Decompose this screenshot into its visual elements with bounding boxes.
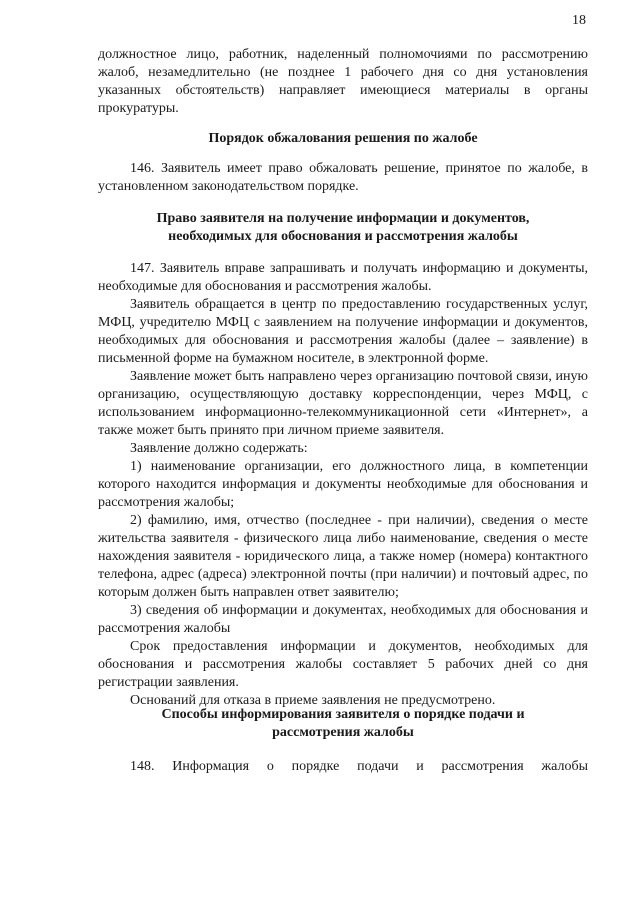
paragraph-term: Срок предоставления информации и документов, необходимых для обоснования и рассмотрения жалобы составляет 5 рабочих дней со дня регистрации заявления. [98,639,588,690]
list-item-1: 1) наименование организации, его должностного лица, в компетенции которого находится информация и документы необходимые для обоснования и рассмотрения жалобы; [98,459,588,510]
appeal-heading: Порядок обжалования решения по жалобе [208,131,478,146]
p146-block [98,160,588,196]
list-item-2: 2) фамилию, имя, отчество (последнее - при наличии), сведения о месте жительства заявителя - физического лица либо наименование, сведения о месте нахождения заявителя - юридического лица, а также номер (номера) контактного телефона, адрес (адреса) электронной почты (при наличии) и почтовый адрес, по которым должен быть направлен ответ заявителю; [98,513,588,600]
paragraph-148: 148. Информация о порядке подачи и рассмотрения жалобы [130,759,588,774]
inform-heading-block [98,706,588,742]
paragraph-146: 146. Заявитель имеет право обжаловать решение, принятое по жалобе, в установленном законодательством порядке. [98,161,588,194]
paragraph-refusal: Оснований для отказа в приеме заявления не предусмотрено. [130,693,496,708]
rights-heading [98,210,588,246]
rights-body [98,260,588,710]
intro-paragraph: должностное лицо, работник, наделенный полномочиями по рассмотрению жалоб, незамедлительно (не позднее 1 рабочего дня со дня установления указанных обстоятельств) направляет имеющиеся материалы в органы прокуратуры. [98,47,588,116]
paragraph-sent: Заявление может быть направлено через организацию почтовой связи, иную организацию, осуществляющую доставку корреспонденции, через МФЦ, с использованием информационно-телекоммуникационной сети «Интернет», а также может быть принято при личном приеме заявителя. [98,369,588,438]
inform-heading-line1: Способы информирования заявителя о порядке подачи и [161,707,525,722]
p148-block [98,758,588,776]
paragraph-applies: Заявитель обращается в центр по предоставлению государственных услуг, МФЦ, учредителю МФЦ с заявлением на получение информации и документов, необходимых для обоснования и рассмотрения жалобы (далее – заявление) в письменной форме на бумажном носителе, в электронной форме. [98,297,588,366]
list-item-3: 3) сведения об информации и документах, необходимых для обоснования и рассмотрения жалобы [98,603,588,636]
paragraph-contains: Заявление должно содержать: [130,441,308,456]
paragraph-147: 147. Заявитель вправе запрашивать и получать информацию и документы, необходимые для обоснования и рассмотрения жалобы. [98,261,588,294]
appeal-heading-block [98,130,588,148]
inform-heading-line2: рассмотрения жалобы [272,725,414,740]
rights-heading-block [98,210,588,246]
inform-heading [98,706,588,742]
intro-block [98,46,588,118]
page-number: 18 [572,13,586,28]
rights-heading-line1: Право заявителя на получение информации и документов, [156,211,530,226]
rights-heading-line2: необходимых для обоснования и рассмотрения жалобы [168,229,518,244]
